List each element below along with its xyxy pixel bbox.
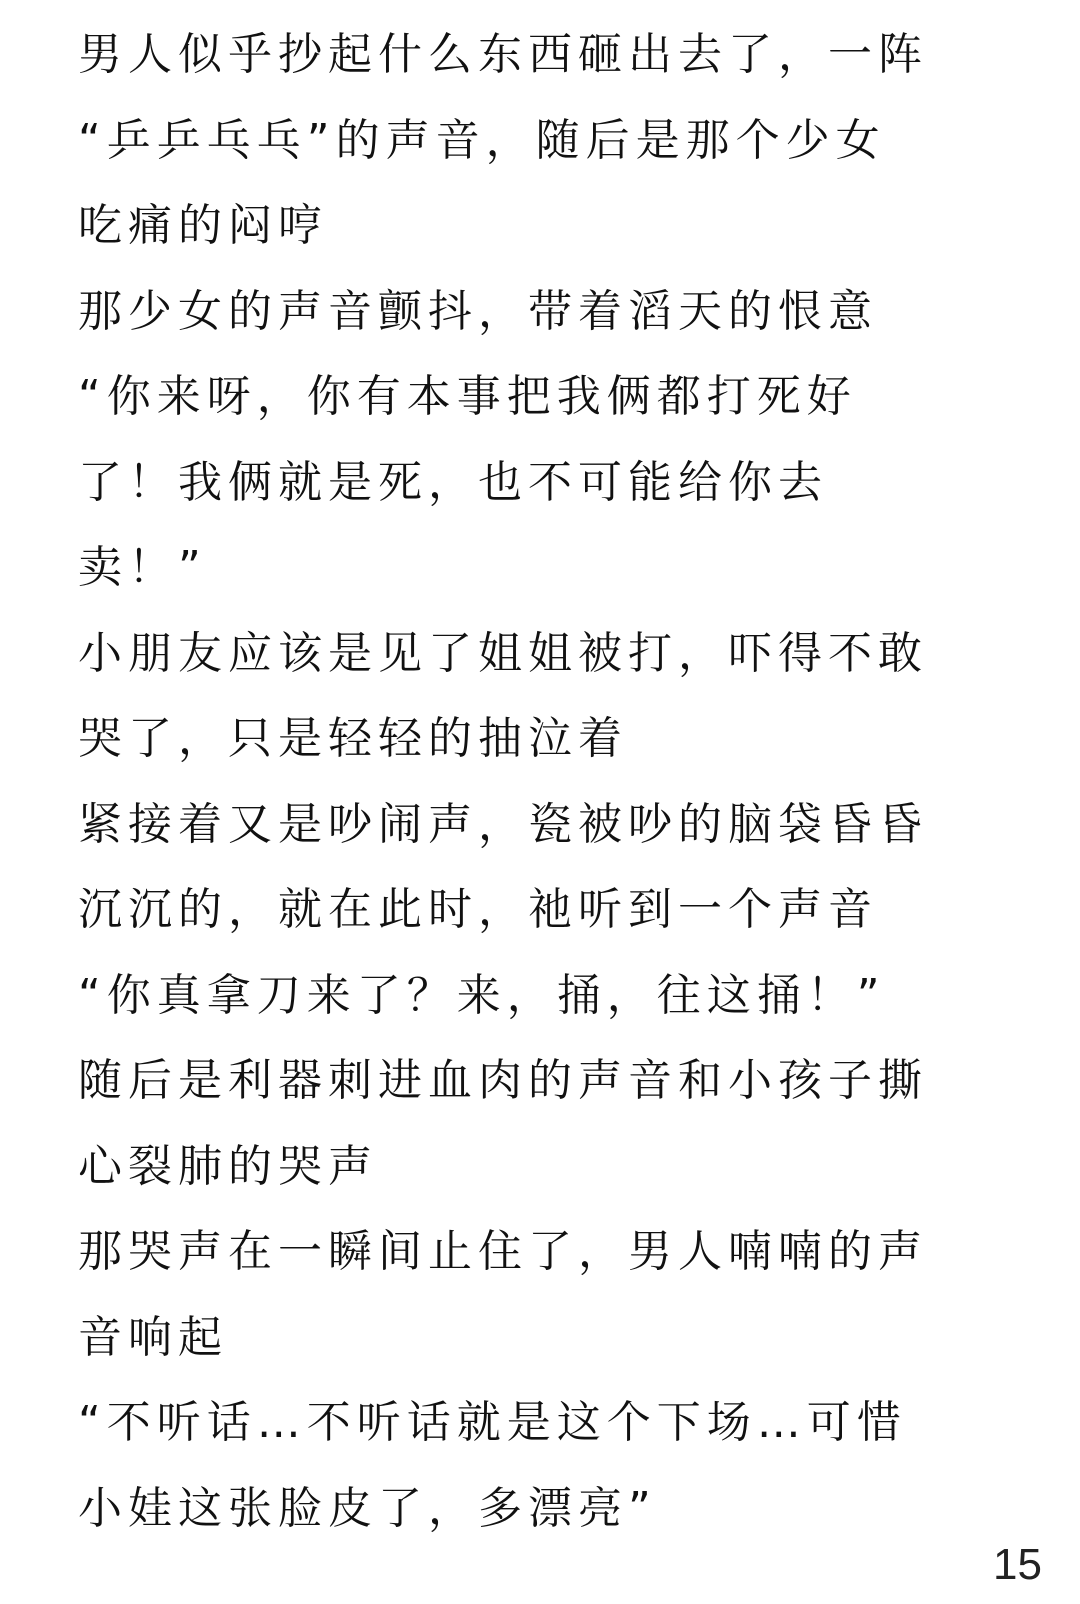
text-line: 紧接着又是吵闹声，瓷被吵的脑袋昏昏: [78, 798, 928, 850]
text-line: 男人似乎抄起什么东西砸出去了，一阵: [78, 29, 928, 80]
text-line: “你真拿刀来了？来，捅，往这捅！”: [78, 969, 886, 1021]
text-line: 小娃这张脸皮了，多漂亮”: [78, 1482, 657, 1534]
text-line: 沉沉的，就在此时，祂听到一个声音: [78, 884, 878, 935]
text-line: “乒乒乓乓”的声音，随后是那个少女: [78, 114, 886, 166]
text-line: 吃痛的闷哼: [78, 200, 328, 251]
page-number: 15: [993, 1540, 1042, 1589]
text-line: 音响起: [78, 1311, 228, 1363]
text-line: 哭了，只是轻轻的抽泣着: [78, 713, 628, 764]
text-line: 小朋友应该是见了姐姐被打，吓得不敢: [78, 627, 928, 679]
text-line: 那哭声在一瞬间止住了，男人喃喃的声: [78, 1226, 928, 1277]
text-line: 那少女的声音颤抖，带着滔天的恨意: [78, 285, 878, 337]
text-line: 了！我俩就是死，也不可能给你去: [78, 456, 828, 508]
text-line: 心裂肺的哭声: [78, 1140, 378, 1192]
text-line: 随后是利器刺进血肉的声音和小孩子撕: [78, 1055, 928, 1106]
text-line: “不听话…不听话就是这个下场…可惜: [78, 1397, 907, 1448]
text-line: “你来呀，你有本事把我俩都打死好: [78, 371, 857, 422]
text-line: 卖！”: [78, 542, 207, 593]
story-text: [78, 12, 1038, 1551]
